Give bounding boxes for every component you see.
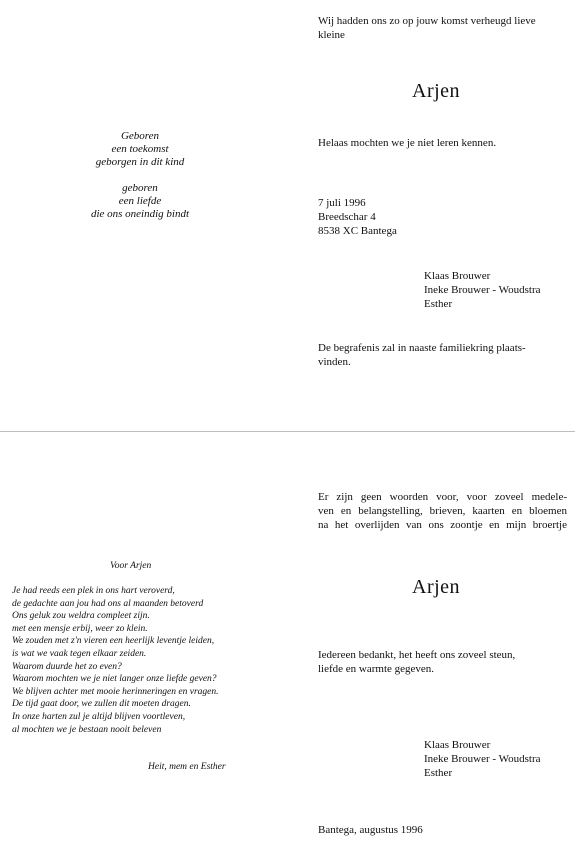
place-date: Bantega, augustus 1996 xyxy=(318,824,423,836)
poem-line: Je had reeds een plek in ons hart veroverd, xyxy=(12,586,175,596)
family-member: Esther xyxy=(424,767,453,779)
card-divider xyxy=(0,431,575,432)
text-line: na het overlijden van ons zoontje en mijn broertje xyxy=(318,519,567,531)
birth-poem xyxy=(40,130,240,221)
text-line: De begrafenis zal in naaste familiekring plaats- xyxy=(318,342,526,354)
stanza-gap xyxy=(40,169,240,182)
text-line: vinden. xyxy=(318,356,351,368)
family-member: Esther xyxy=(424,298,453,310)
poem-line: We blijven achter met mooie herinneringen en vragen. xyxy=(12,686,219,697)
text-line: ven en belangstelling, brieven, kaarten en bloemen xyxy=(318,505,567,517)
poem-line: geborgen in dit kind xyxy=(95,156,185,168)
poem-title: Voor Arjen xyxy=(110,561,152,571)
text-line: Wij hadden ons zo op jouw komst verheugd lieve xyxy=(318,15,536,27)
poem-line: een toekomst xyxy=(111,143,169,155)
postcode-city: 8538 XC Bantega xyxy=(318,225,397,237)
poem-line: Waarom duurde het zo even? xyxy=(12,661,122,672)
child-name: Arjen xyxy=(412,576,461,598)
family-member: Klaas Brouwer xyxy=(424,270,491,282)
text-line: Er zijn geen woorden voor, voor zoveel medele- xyxy=(318,491,567,503)
thanks-text xyxy=(318,648,515,676)
poem-line: Waarom mochten we je niet langer onze liefde geven? xyxy=(12,674,217,685)
poem-line: met een mensje erbij, weer zo klein. xyxy=(12,623,148,634)
poem-line: een liefde xyxy=(118,195,162,207)
poem-line: is wat we vaak tegen elkaar zeiden. xyxy=(12,648,147,659)
poem-signature: Heit, mem en Esther xyxy=(148,762,226,772)
funeral-note xyxy=(318,341,526,369)
poem-line: De tijd gaat door, we zullen dit moeten dragen. xyxy=(12,699,191,710)
poem-line: die ons oneindig bindt xyxy=(90,208,190,220)
poem-line: geboren xyxy=(122,182,158,194)
address-block xyxy=(318,196,397,238)
text-line: liefde en warmte gegeven. xyxy=(318,663,435,675)
announcement-sentence: Helaas mochten we je niet leren kennen. xyxy=(318,137,497,149)
memorial-poem xyxy=(12,585,218,736)
family-member: Ineke Brouwer - Woudstra xyxy=(424,753,541,765)
poem-line: In onze harten zul je altijd blijven voortleven, xyxy=(12,711,186,722)
poem-line: Geboren xyxy=(120,130,160,142)
child-name: Arjen xyxy=(412,80,461,102)
poem-line: We zouden met z'n vieren een heerlijk leventje leiden, xyxy=(12,636,215,647)
announcement-intro xyxy=(318,14,536,42)
text-line: Iedereen bedankt, het heeft ons zoveel steun, xyxy=(318,649,516,661)
poem-line: de gedachte aan jou had ons al maanden betoverd xyxy=(12,598,204,609)
poem-line: al mochten we je bestaan nooit beleven xyxy=(12,724,162,735)
poem-line: Ons geluk zou weldra compleet zijn. xyxy=(12,611,150,622)
family-names xyxy=(424,738,541,780)
street: Breedschar 4 xyxy=(318,211,376,223)
family-names xyxy=(424,269,541,311)
family-member: Klaas Brouwer xyxy=(424,739,491,751)
text-line: kleine xyxy=(318,29,345,41)
thanks-intro xyxy=(318,490,567,532)
family-member: Ineke Brouwer - Woudstra xyxy=(424,284,541,296)
date: 7 juli 1996 xyxy=(318,197,366,209)
